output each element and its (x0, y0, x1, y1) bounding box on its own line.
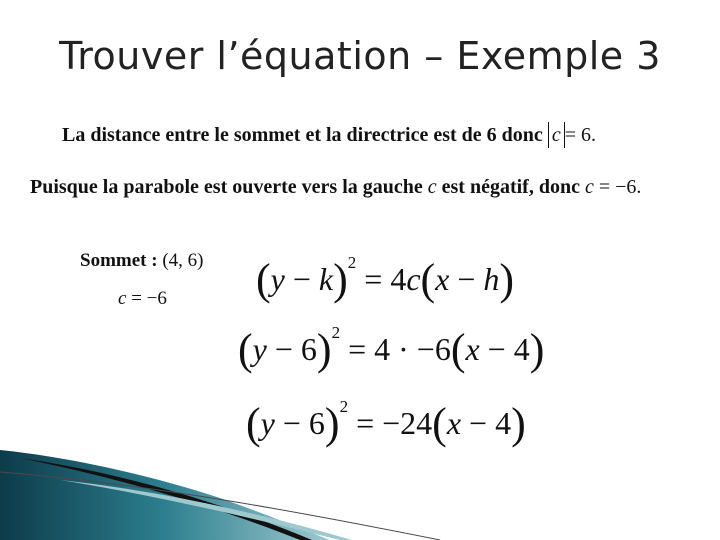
eq-exponent: 2 (339, 397, 349, 416)
sign-var: c (427, 176, 437, 198)
eq-equals: = 4 (356, 261, 407, 297)
c-var: c (118, 288, 127, 309)
sign-statement (30, 176, 641, 199)
eq-minus-four: − 4 (479, 331, 530, 367)
paren-close-2: ) (529, 325, 545, 374)
paren-open: ( (246, 399, 261, 448)
sign-result-var: c (584, 176, 594, 198)
sign-result: = −6. (598, 176, 642, 198)
equation-substituted (238, 313, 545, 374)
c-value: = −6 (131, 288, 167, 309)
eq-var-y: y (270, 261, 285, 297)
paren-close-2: ) (499, 255, 515, 304)
eq-var-y: y (260, 405, 275, 441)
eq-equals: = −24 (348, 405, 433, 441)
paren-open-2: ( (432, 399, 447, 448)
eq-minus-six: − 6 (274, 405, 325, 441)
paren-open: ( (238, 325, 253, 374)
eq-exponent: 2 (331, 323, 341, 342)
distance-statement (62, 122, 596, 148)
eq-minus-2: − (449, 261, 484, 297)
eq-var-y: y (252, 331, 267, 367)
equation-final (246, 387, 526, 448)
eq-var-h: h (483, 261, 500, 297)
sign-text-b: est négatif, donc (441, 176, 580, 198)
eq-var-c: c (406, 261, 421, 297)
paren-close: ) (324, 399, 340, 448)
equation-general (256, 243, 515, 304)
paren-close: ) (316, 325, 332, 374)
sommet-given (80, 250, 203, 272)
paren-open-2: ( (420, 255, 436, 304)
sommet-label: Sommet : (80, 250, 158, 271)
decorative-wave (0, 450, 720, 540)
paren-open-2: ( (450, 325, 466, 374)
eq-minus-four: − 4 (461, 405, 512, 441)
eq-var-x: x (465, 331, 480, 367)
paren-close: ) (333, 255, 348, 304)
sign-text-a: Puisque la parabole est ouverte vers la gauche (30, 176, 423, 198)
paren-open: ( (256, 255, 271, 304)
eq-exponent: 2 (347, 253, 357, 272)
c-given (118, 288, 167, 310)
distance-text: La distance entre le sommet et la directrice est de 6 donc (62, 124, 543, 146)
eq-minus-six: − 6 (266, 331, 317, 367)
eq-var-x: x (435, 261, 450, 297)
abs-c: c (548, 122, 565, 148)
eq-var-x: x (446, 405, 462, 441)
eq-var-k: k (318, 261, 334, 297)
paren-close-2: ) (511, 399, 526, 448)
eq-minus: − (284, 261, 319, 297)
slide-title: Trouver l’équation – Exemple 3 (59, 34, 661, 78)
sommet-value: (4, 6) (162, 250, 204, 271)
abs-result: = 6. (564, 124, 596, 146)
eq-equals: = 4 · −6 (340, 331, 451, 367)
